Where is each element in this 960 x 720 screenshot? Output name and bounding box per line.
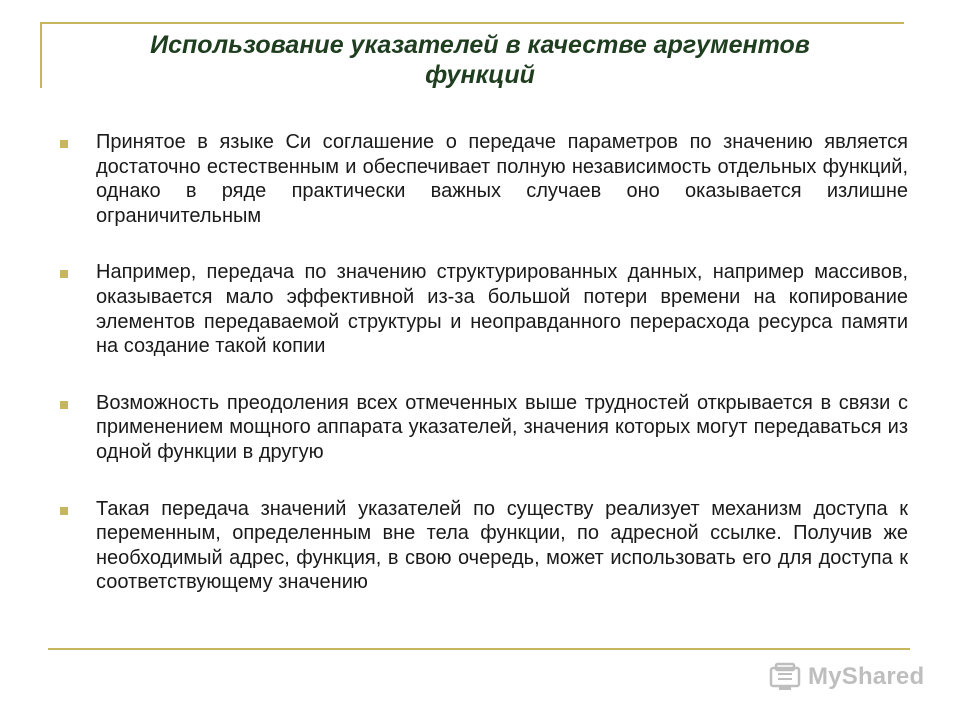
watermark-text: MyShared: [808, 663, 925, 690]
list-item: [58, 391, 908, 465]
list-item: [58, 260, 908, 358]
list-item: [58, 497, 908, 595]
square-bullet-icon: [60, 401, 68, 409]
bullet-text: Принятое в языке Си соглашение о передаче параметров по значению является достаточно естественным и обеспечивает полную независимость отдельных функций, однако в ряде практически важных случаев оно оказывается излишне ограничительным: [96, 131, 908, 227]
square-bullet-icon: [60, 140, 68, 148]
frame-left-line: [40, 22, 42, 88]
list-item: [58, 130, 908, 228]
frame-top-line: [40, 22, 904, 24]
slide-title: [60, 30, 900, 90]
bullet-list: [58, 130, 908, 627]
title-line-2: функций: [425, 61, 535, 89]
myshared-logo-icon: [768, 662, 802, 692]
frame-bottom-line: [48, 648, 910, 650]
bullet-text: Возможность преодоления всех отмеченных выше трудностей открывается в связи с применением мощного аппарата указателей, значения которых могут передаваться из одной функции в другую: [96, 391, 908, 463]
bullet-text: Например, передача по значению структурированных данных, например массивов, оказывается мало эффективной из-за большой потери времени на копирование элементов передаваемой структуры и неоправданного перерасхода ресурса памяти на создание такой копии: [96, 261, 908, 358]
square-bullet-icon: [60, 507, 68, 515]
bullet-text: Такая передача значений указателей по существу реализует механизм доступа к переменным, определенным вне тела функции, по адресной ссылке. Получив же необходимый адрес, функция, в свою очередь, может использовать его для доступа к соответствующему значению: [96, 497, 908, 594]
square-bullet-icon: [60, 270, 68, 278]
watermark: [768, 660, 924, 694]
title-line-1: Использование указателей в качестве аргументов: [150, 31, 810, 59]
